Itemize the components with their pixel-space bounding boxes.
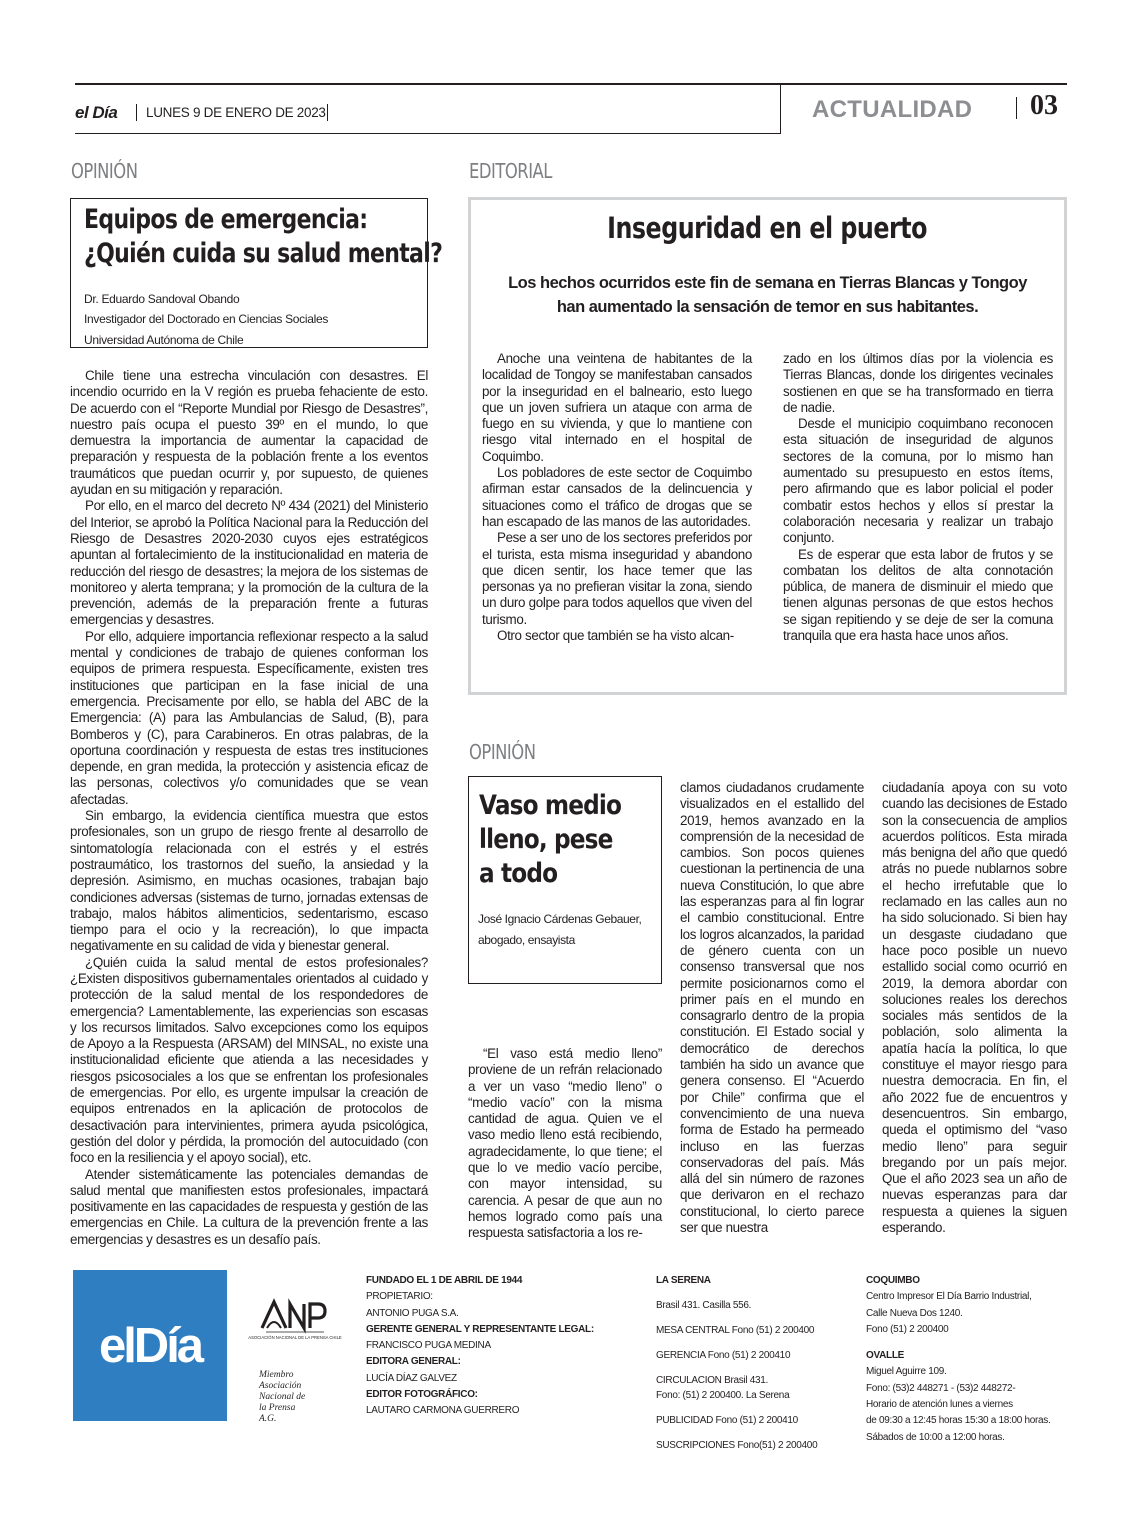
founded-label: FUNDADO EL 1 DE ABRIL DE 1944 (366, 1275, 523, 1286)
opinion2-title (479, 789, 634, 891)
coquimbo-title: COQUIMBO (866, 1275, 920, 1286)
header-brand: el Día (75, 103, 118, 122)
member-line: la Prensa (259, 1403, 296, 1413)
opinion-author: Dr. Eduardo Sandoval Obando (84, 292, 240, 306)
member-note (259, 1370, 305, 1425)
paragraph: Desde el municipio coquimbano reconocen esta situación de inseguridad de algunos sectores de la comuna, por lo mismo han aumentado su presupuesto en estos ítems, pero afirmando que es labor policial el poder combatir estos hechos y ellos sí prestar la colaboración necesaria y realizar un trabajo conjunto. (783, 416, 1053, 546)
ovalle-line: Miguel Aguirre 109. (866, 1366, 947, 1378)
anp-logo-icon (248, 1298, 342, 1354)
opinion2-column-1 (468, 1046, 662, 1242)
opinion-author-role: Universidad Autónoma de Chile (84, 332, 244, 347)
la-serena-address: Brasil 431. Casilla 556. (656, 1300, 752, 1311)
opinion2-kicker: OPINIÓN (469, 740, 536, 764)
ovalle-line: de 09:30 a 12:45 horas 15:30 a 18:00 horas. (866, 1415, 1051, 1427)
editorial-kicker: EDITORIAL (469, 159, 552, 183)
footer-la-serena (656, 1273, 856, 1453)
opinion2-title-line: a todo (479, 858, 558, 889)
member-line: Miembro (259, 1370, 294, 1380)
header-date: LUNES 9 DE ENERO DE 2023 (146, 105, 326, 120)
header-separator (1016, 97, 1017, 119)
opinion2-column-2 (680, 780, 864, 1236)
header-separator (136, 104, 137, 121)
coquimbo-line: Fono (51) 2 200400 (866, 1323, 949, 1335)
paragraph: Otro sector que también se ha visto alcan- (497, 628, 734, 644)
opinion-author-role: Investigador del Doctorado en Ciencias Sociales (84, 312, 329, 327)
ovalle-line: Horario de atención lunes a viernes (866, 1399, 1013, 1411)
opinion-title (84, 203, 443, 271)
paragraph: Sin embargo, la evidencia científica muestra que estos profesionales, son un grupo de riesgo frente al desarrollo de sintomatología relacionada con el estrés y el estrés postraumático, los trastornos del sueño, la ansiedad y la depresión. Asimismo, en muchas ocasiones, trabajan bajo condiciones adversas (sistemas de turno, jornadas extensas de trabajo, malos hábitos alimenticios, sedentarismo, escaso tiempo para el ocio y la recreación), lo que impacta negativamente en su calidad de vida y bienestar general. (70, 808, 428, 954)
opinion2-author-role: abogado, ensayista (478, 933, 575, 947)
footer-coquimbo-ovalle (866, 1273, 1066, 1446)
coquimbo-line: Centro Impresor El Día Barrio Industrial, (866, 1291, 1032, 1303)
paragraph: clamos ciudadanos crudamente visualizados en el estallido del 2019, hemos avanzado en la comprensión de la necesidad de cambios. Son pocos quienes cuestionan la pertinencia de una nueva Constitución, lo que abre las esperanzas para al fin lograr el cambio constitucional. Entre los logros alcanzados, la paridad de género cuenta con un consenso transversal que nos permite posicionarnos como el primer país en el mundo en consagrarlo dentro de la propia constitución. El Estado social y democrático de derechos también ha sido un avance que genera consenso. El “Acuerdo por Chile” confirma que el convencimiento de una nueva forma de Estado ha permeado incluso en las fuerzas conservadoras del país. Más allá del sin número de razones que derivaron en el rechazo constitucional, lo cierto parece ser que nuestra (680, 780, 864, 1236)
opinion2-title-line: Vaso medio (479, 790, 622, 821)
anp-logo (248, 1298, 342, 1354)
editorial-column-2 (783, 351, 1053, 644)
paragraph: zado en los últimos días por la violencia es Tierras Blancas, donde los dirigentes vecinales sostienen en que se ha transformado en tierra de nadie. (783, 351, 1053, 415)
owner: ANTONIO PUGA S.A. (366, 1307, 459, 1319)
ovalle-line: Sábados de 10:00 a 12:00 horas. (866, 1431, 1005, 1443)
manager-label: GERENTE GENERAL Y REPRESENTANTE LEGAL: (366, 1323, 594, 1335)
paragraph: Atender sistemáticamente las potenciales demandas de salud mental que manifiesten estos profesionales, impactará positivamente en las capacidades de respuesta y gestión de las emergencias en Chile. La cultura de la prevención frente a las emergencias y desastres es un desafío país. (70, 1166, 428, 1247)
opinion-kicker: OPINIÓN (71, 159, 138, 183)
paragraph: “El vaso está medio lleno” proviene de un refrán relacionado a ver un vaso “medio lleno” o “medio vacío” con la misma cantidad de agua. Quien ve el vaso medio lleno está recibiendo, agradecidamente, lo que tiene; el que lo ve medio vacío percibe, con mayor intensidad, su carencia. A pesar de que aun no hemos logrado como país una respuesta satisfactoria a los re- (468, 1046, 662, 1241)
opinion2-column-3 (882, 780, 1067, 1236)
photo-editor-label: EDITOR FOTOGRÁFICO: (366, 1389, 478, 1401)
opinion-author-block (84, 289, 328, 350)
opinion-title-line: ¿Quién cuida su salud mental? (84, 238, 443, 269)
logo-text: elDía (98, 1318, 202, 1373)
member-line: A.G. (259, 1414, 277, 1424)
ovalle-title: OVALLE (866, 1350, 905, 1362)
header-separator (327, 104, 328, 121)
paragraph: Por ello, en el marco del decreto Nº 434 (2021) del Ministerio del Interior, se aprobó la Política Nacional para la Reducción del Riesgo de Desastres 2020-2030 cuyos ejes estratégicos apuntan al fortalecimiento de la institucionalidad en materia de reducción del riesgo de desastres; la mejora de los sistemas de monitoreo y alerta temprana; y la promoción de la cultura de la prevención, además de la preparación frente a futuras emergencias y desastres. (70, 498, 428, 628)
manager: FRANCISCO PUGA MEDINA (366, 1340, 491, 1352)
la-serena-title: LA SERENA (656, 1275, 711, 1286)
la-serena-circulacion-fono: Fono: (51) 2 200400. La Serena (656, 1390, 790, 1401)
header-bottom-rule (75, 133, 781, 134)
footer-staff (366, 1273, 636, 1420)
paragraph: Es de esperar que esta labor de frutos y se combatan los delitos de alta connotación pública, de manera de disminuir el miedo que tienen algunas personas de que estos hechos se sigan repitiendo y se deje de ser la comuna tranquila que era hasta hace unos años. (783, 546, 1053, 644)
editor: LUCÍA DÍAZ GALVEZ (366, 1372, 457, 1384)
la-serena-suscripciones: SUSCRIPCIONES Fono(51) 2 200400 (656, 1440, 818, 1451)
paragraph: ¿Quién cuida la salud mental de estos profesionales? ¿Existen dispositivos gubernamentales orientados al cuidado y protección de la salud mental de los respondedores de emergencia? Lamentablemente, las experiencias son escasas y los recursos limitados. Salvo excepciones como los equipos de Apoyo a la Respuesta (ARSAM) del MINSAL, no existe una institucionalidad eficiente que atienda a las necesidades y riesgos psicosociales a los que se enfrentan los profesionales de emergencias. Por ello, es urgente impulsar la creación de equipos entrenados en la aplicación de protocolos de desactivación para intervinientes, primera ayuda psicológica, gestión del dolor y pérdida, la promoción del autocuidado (con foco en la resiliencia y el apoyo social), etc. (70, 954, 428, 1166)
editorial-title-text: Inseguridad en el puerto (607, 211, 928, 245)
section-name: ACTUALIDAD (812, 96, 973, 123)
opinion-body (70, 368, 428, 1248)
editorial-subtitle-line: han aumentado la sensación de temor en sus habitantes. (556, 298, 979, 316)
el-dia-logo (73, 1270, 227, 1421)
paragraph: Por ello, adquiere importancia reflexionar respecto a la salud mental y condiciones de trabajo de quienes conforman los equipos de primera respuesta. Específicamente, existen tres instituciones que participan en la fase inicial de una emergencia. Precisamente por ello, se habla del ABC de la Emergencia: (A) para las Ambulancias de Salud, (B), para Bomberos y (C), para Carabineros. En otras palabras, de la oportuna coordinación y respuesta de estas tres instituciones depende, en gran medida, la protección y asistencia eficaz de las personas, colectivos y/o comunidades que se vean afectadas. (70, 628, 428, 807)
opinion-title-line: Equipos de emergencia: (84, 204, 368, 235)
editorial-subtitle (480, 271, 1055, 319)
top-rule (75, 83, 1067, 85)
opinion2-author: José Ignacio Cárdenas Gebauer, (478, 912, 642, 926)
opinion2-title-line: lleno, pese (479, 824, 613, 855)
page-number: 03 (1030, 90, 1058, 121)
paragraph: Pese a ser uno de los sectores preferidos por el turista, esta misma inseguridad y abandono que dicen sentir, los hace temer que las personas ya no prefieran visitar la zona, siendo un duro golpe para todos aquellos que viven del turismo. (482, 530, 752, 627)
owner-label: PROPIETARIO: (366, 1291, 433, 1303)
paragraph: Los pobladores de este sector de Coquimbo afirman estar cansados de la delincuencia y situaciones como el tráfico de drogas que se han escapado de las manos de las autoridades. (482, 465, 752, 529)
la-serena-mesa-central: MESA CENTRAL Fono (51) 2 200400 (656, 1325, 815, 1336)
editorial-subtitle-line: Los hechos ocurridos este fin de semana en Tierras Blancas y Tongoy (508, 274, 1027, 292)
la-serena-publicidad: PUBLICIDAD Fono (51) 2 200410 (656, 1415, 798, 1426)
editorial-column-1 (482, 351, 752, 644)
editorial-title (468, 211, 1067, 245)
opinion2-author-block (478, 909, 658, 951)
member-line: Asociación (259, 1381, 302, 1391)
photo-editor: LAUTARO CARMONA GUERRERO (366, 1405, 520, 1417)
header-divider (780, 85, 781, 133)
paragraph: Chile tiene una estrecha vinculación con desastres. El incendio ocurrido en la V región es prueba fehaciente de esto. De acuerdo con el “Reporte Mundial por Riesgo de Desastres”, nuestro país ocupa el puesto 39º en el mundo, lo que demuestra la importancia de aumentar la capacidad de preparación y respuesta de la población frente a los eventos traumáticos que puedan ocurrir y, por supuesto, de quienes ayudan en su mitigación y reparación. (70, 368, 428, 498)
anp-caption: ASOCIACIÓN NACIONAL DE LA PRENSA CHILE (248, 1335, 342, 1340)
paragraph: Anoche una veintena de habitantes de la localidad de Tongoy se manifestaban cansados por la inseguridad en el balneario, esto luego que un joven sufriera un ataque con arma de fuego en su vivienda, y que lo mantiene con riesgo vital internado en el hospital de Coquimbo. (482, 351, 752, 464)
la-serena-circulacion: CIRCULACION Brasil 431. (656, 1375, 769, 1386)
coquimbo-line: Calle Nueva Dos 1240. (866, 1307, 963, 1319)
paragraph: ciudadanía apoya con su voto cuando las decisiones de Estado son la consecuencia de amplios acuerdos políticos. Esta mirada más benigna del año que quedó atrás no puede nublarnos sobre el hecho irrefutable que lo reclamado en las calles aun no ha sido solucionado. Si bien hay un desgaste ciudadano que hace poco posible un nuevo estallido social como ocurrió en 2019, la demora abordar con soluciones reales los derechos sociales más sentidos de la población, solo alimenta la apatía hacía la política, lo que constituye el mayor riesgo para nuestra democracia. En fin, el año 2022 fue de encuentros y desencuentros. Sin embargo, queda el optimismo del “vaso medio lleno” para seguir bregando por un país mejor. Que el año 2023 sea un año de nuevas esperanzas para dar respuesta a quienes la siguen esperando. (882, 780, 1067, 1236)
la-serena-gerencia: GERENCIA Fono (51) 2 200410 (656, 1350, 791, 1361)
ovalle-line: Fono: (53)2 448271 - (53)2 448272- (866, 1382, 1016, 1394)
member-line: Nacional de (259, 1392, 306, 1402)
editor-label: EDITORA GENERAL: (366, 1356, 461, 1368)
